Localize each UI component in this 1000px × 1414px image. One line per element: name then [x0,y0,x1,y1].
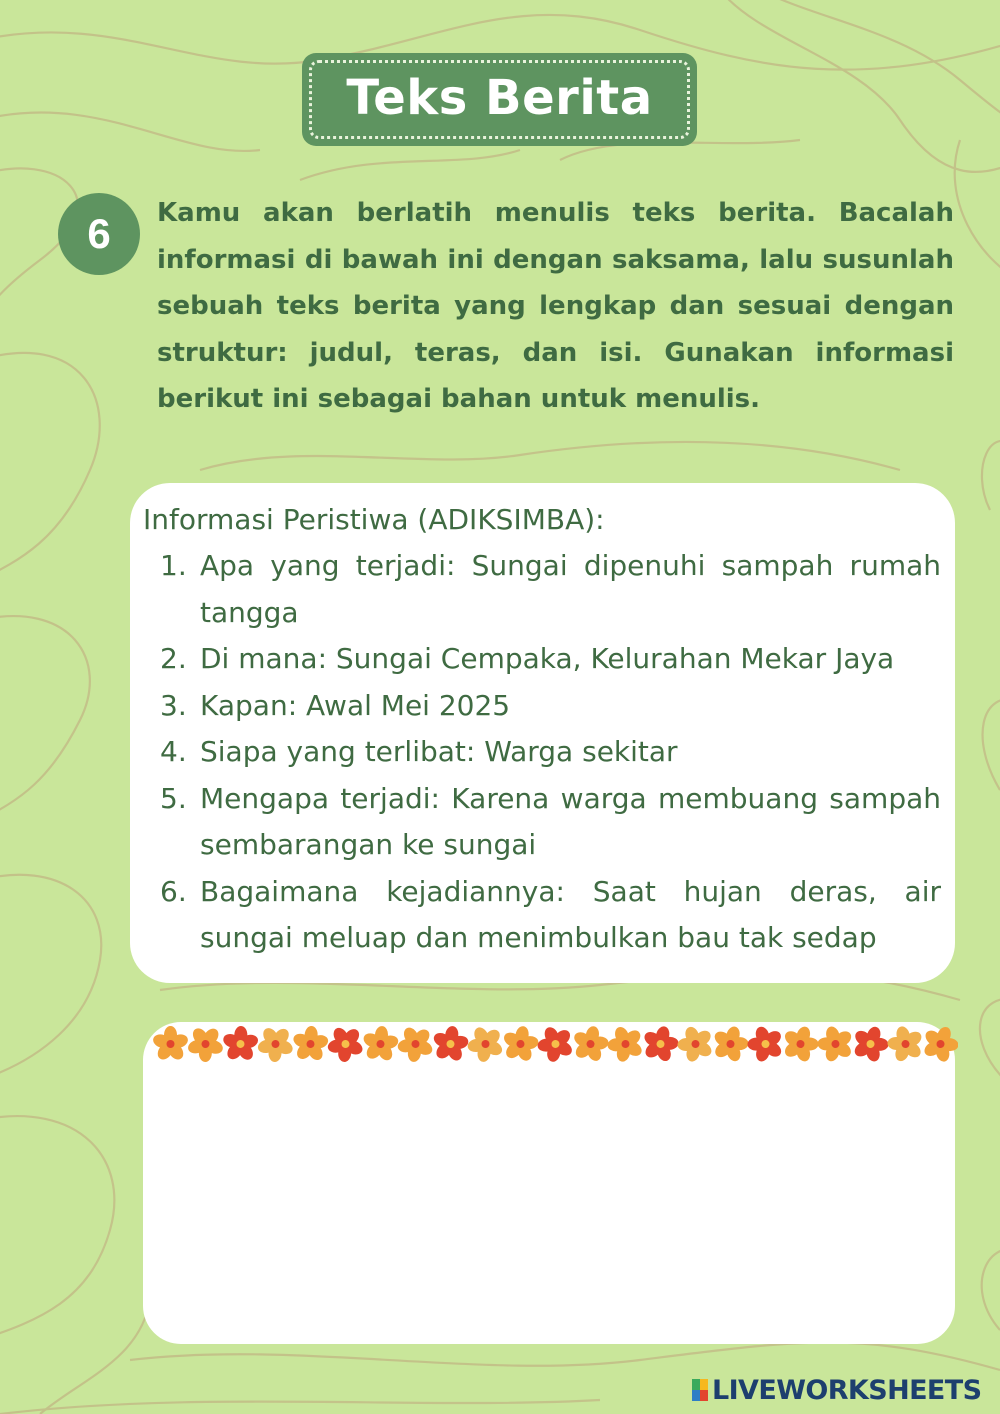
info-list-item [160,869,941,962]
flower-icon [360,1024,402,1064]
info-list-item [160,729,941,776]
answer-text-area[interactable] [143,1022,955,1344]
flower-icon [568,1022,613,1066]
info-heading: Informasi Peristiwa (ADIKSIMBA): [143,503,605,536]
info-item-number: 4. [160,735,187,768]
info-list-item [160,636,941,683]
flower-icon [916,1022,958,1066]
info-item-number: 6. [160,874,187,908]
flower-icon [153,1026,190,1062]
info-item-text: Di mana: Sungai Cempaka, Kelurahan Mekar Jaya [200,642,895,675]
info-list [160,543,941,962]
info-list-item [160,683,941,730]
info-list-item [160,543,941,636]
liveworksheets-brand: LIVEWORKSHEETS [712,1374,982,1406]
liveworksheets-logo [692,1373,981,1407]
flower-icon [498,1023,542,1065]
info-item-text: Siapa yang terlibat: Warga sekitar [200,735,678,768]
info-item-number: 1. [160,549,187,582]
info-item-number: 3. [160,688,187,722]
flower-border-decoration [153,1022,958,1066]
title-banner [302,53,697,146]
flower-icon [637,1022,683,1066]
flower-icon [707,1022,754,1066]
info-item-text: Mengapa terjadi: Karena warga membuang sampah sembarangan ke sungai [200,781,941,861]
question-number-badge: 6 [58,193,140,275]
flower-icon [249,1022,302,1066]
info-card [130,483,955,983]
info-item-text: Bagaimana kejadiannya: Saat hujan deras, air sungai meluap dan menimbulkan bau tak sedap [200,874,941,954]
flower-icon [429,1024,472,1065]
flower-icon [221,1025,261,1063]
info-list-item [160,776,941,869]
page-title: Teks Berita [346,70,653,126]
flower-icon [846,1022,894,1066]
info-item-text: Apa yang terjadi: Sungai dipenuhi sampah rumah tangga [200,549,941,629]
flower-icon [290,1025,331,1064]
flower-icon [777,1022,825,1066]
liveworksheets-logo-icon [692,1379,708,1401]
info-item-text: Kapan: Awal Mei 2025 [200,688,511,722]
question-instruction: Kamu akan berlatih menulis teks berita. Bacalah informasi di bawah ini dengan saksama, lalu susunlah sebuah teks berita yang lengkap dan sesuai dengan struktur: judul, teras, dan isi. Gunakan informasi berikut ini sebagai bahan untuk menulis. [157,198,954,414]
info-item-number: 2. [160,642,187,675]
info-item-number: 5. [160,781,187,815]
flower-icon [179,1022,231,1066]
